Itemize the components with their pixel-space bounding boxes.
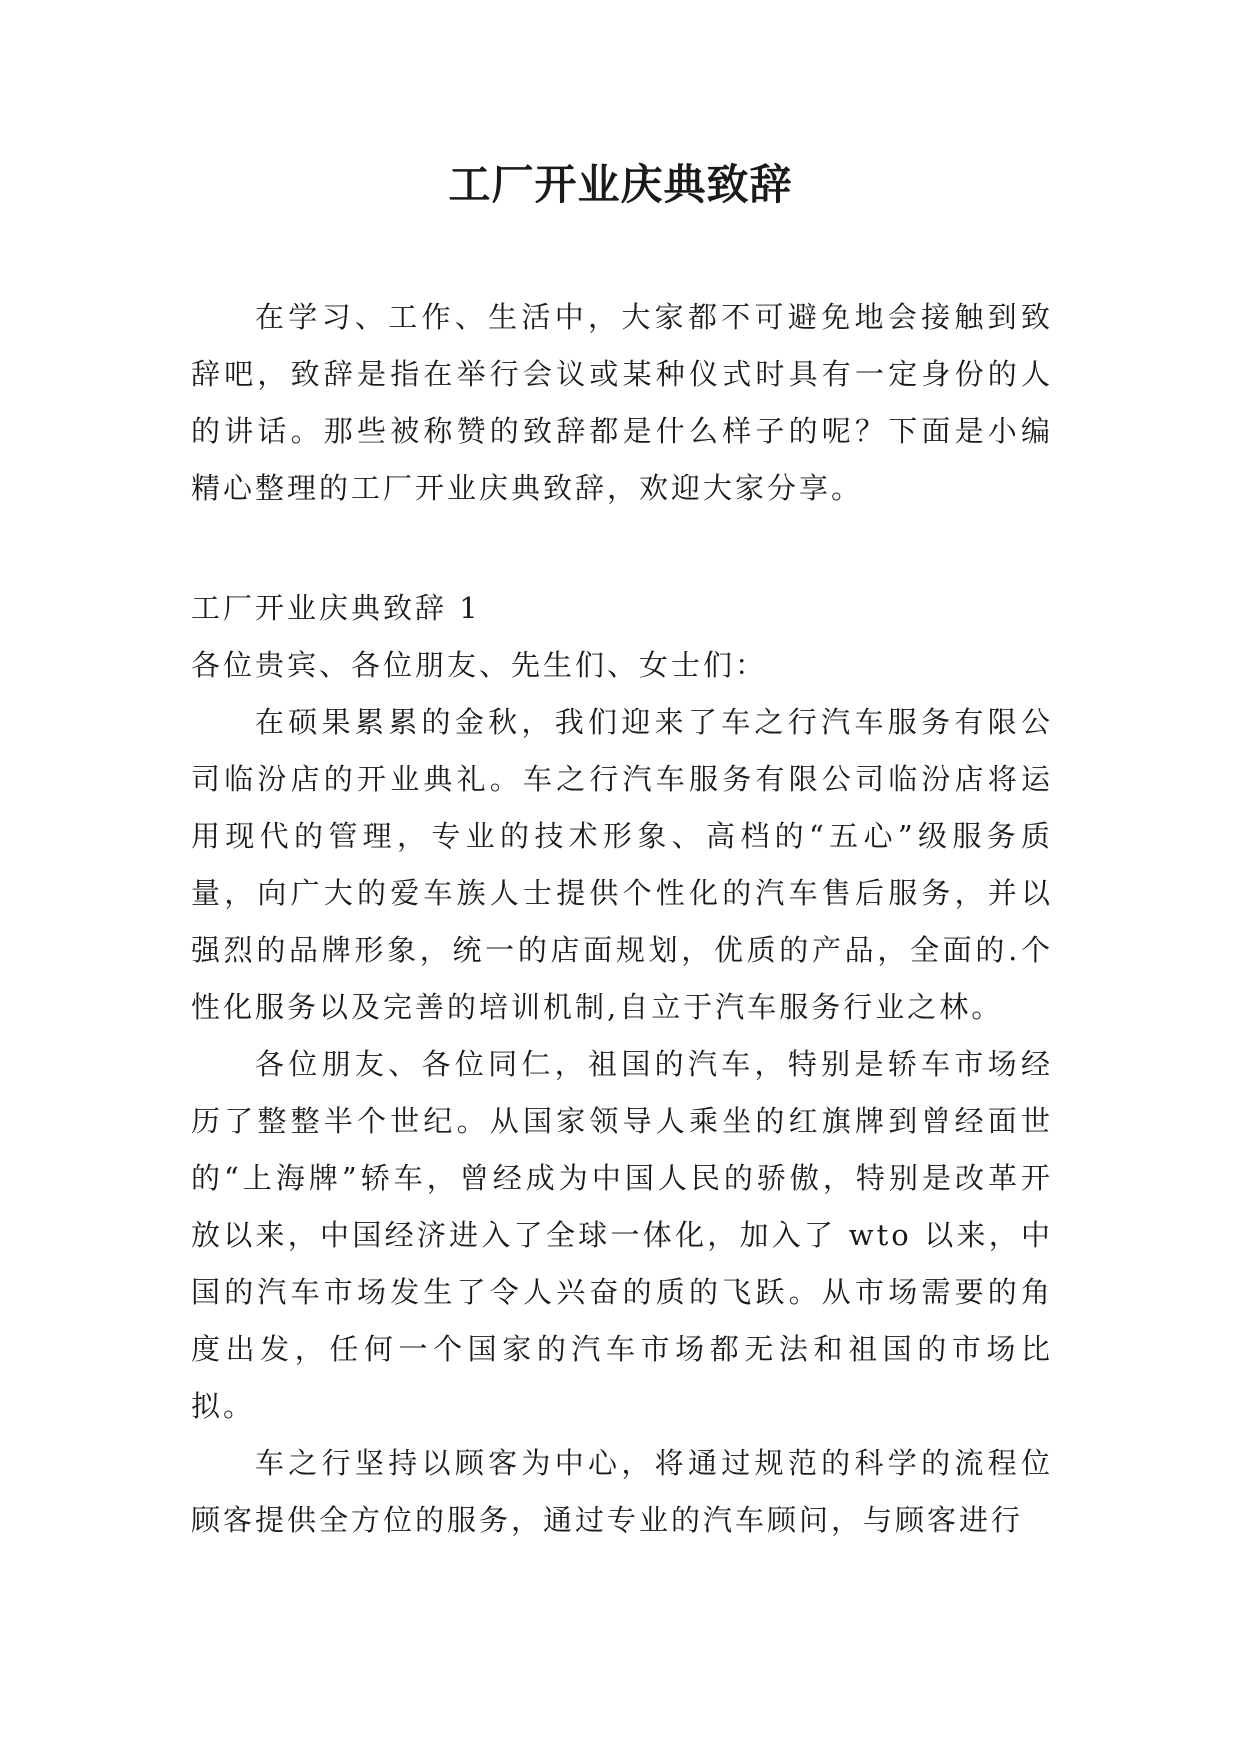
salutation-line: 各位贵宾、各位朋友、先生们、女士们： bbox=[191, 648, 768, 682]
intro-paragraph: 在学习、工作、生活中，大家都不可避免地会接触到致辞吧，致辞是指在举行会议或某种仪式时具有一定身份的人的讲话。那些被称赞的致辞都是什么样子的呢？下面是小编精心整理的工厂开业庆典致辞，欢迎大家分享。 bbox=[191, 300, 1053, 505]
document-title: 工厂开业庆典致辞 bbox=[448, 160, 793, 209]
section-heading: 工厂开业庆典致辞 1 bbox=[191, 591, 481, 625]
body-paragraph: 车之行坚持以顾客为中心，将通过规范的科学的流程位顾客提供全方位的服务，通过专业的汽车顾问，与顾客进行 bbox=[191, 1446, 1053, 1537]
body-paragraph: 在硕果累累的金秋，我们迎来了车之行汽车服务有限公司临汾店的开业典礼。车之行汽车服务有限公司临汾店将运用现代的管理，专业的技术形象、高档的“五心”级服务质量，向广大的爱车族人士提供个性化的汽车售后服务，并以强烈的品牌形象，统一的店面规划，优质的产品，全面的.个性化服务以及完善的培训机制,自立于汽车服务行业之林。 bbox=[191, 705, 1053, 1024]
body-paragraph: 各位朋友、各位同仁，祖国的汽车，特别是轿车市场经历了整整半个世纪。从国家领导人乘坐的红旗牌到曾经面世的“上海牌”轿车，曾经成为中国人民的骄傲，特别是改革开放以来，中国经济进入了全球一体化，加入了 wto 以来，中国的汽车市场发生了令人兴奋的质的飞跃。从市场需要的角度出发，任何一个国家的汽车市场都无法和祖国的市场比拟。 bbox=[191, 1047, 1053, 1423]
